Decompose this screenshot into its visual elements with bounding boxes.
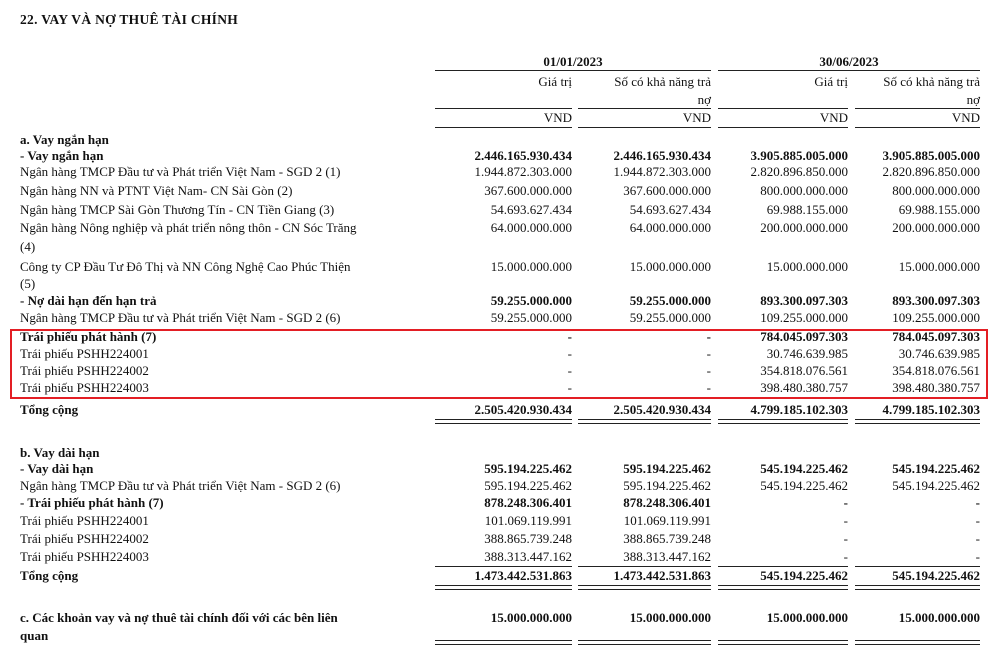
- header-separator: [435, 108, 572, 109]
- cell-value: 64.000.000.000: [629, 220, 711, 235]
- cell-value: -: [567, 363, 572, 378]
- currency-underline: [718, 127, 848, 128]
- total-label: Tổng cộng: [20, 402, 79, 417]
- cell-value: 3.905.885.005.000: [882, 148, 980, 163]
- cell-value: 101.069.119.991: [484, 513, 572, 528]
- subtotal-line: [435, 566, 572, 567]
- col-repay-header-cont: nợ: [697, 92, 711, 107]
- cell-value: 367.600.000.000: [484, 183, 572, 198]
- cell-value: 30.746.639.985: [898, 346, 980, 361]
- row-label-cont: (5): [20, 276, 36, 291]
- cell-value: 388.313.447.162: [623, 549, 711, 564]
- cell-value: -: [567, 380, 572, 395]
- col-value-header: Giá trị: [538, 74, 572, 89]
- cell-value: -: [843, 549, 848, 564]
- cell-value: 545.194.225.462: [892, 461, 980, 476]
- col-repay-header: Số có khả năng trả: [883, 74, 980, 89]
- cell-value: 69.988.155.000: [766, 202, 848, 217]
- cell-value: -: [843, 531, 848, 546]
- cell-value: 595.194.225.462: [623, 478, 711, 493]
- row-label-cont: (4): [20, 239, 36, 254]
- col-repay-header: Số có khả năng trả: [614, 74, 711, 89]
- cell-value: 595.194.225.462: [623, 461, 711, 476]
- cell-value: 388.865.739.248: [623, 531, 711, 546]
- row-label: Trái phiếu PSHH224002: [20, 531, 149, 546]
- row-label: Trái phiếu PSHH224001: [20, 513, 149, 528]
- cell-value: 15.000.000.000: [629, 610, 711, 625]
- row-label: Ngân hàng Nông nghiệp và phát triển nông thôn - CN Sóc Trăng: [20, 220, 357, 235]
- currency-underline: [855, 127, 980, 128]
- highlight-box: [10, 329, 988, 399]
- cell-value: 69.988.155.000: [898, 202, 980, 217]
- note-title: 22. VAY VÀ NỢ THUÊ TÀI CHÍNH: [20, 12, 239, 27]
- cell-value: -: [975, 495, 980, 510]
- cell-value: 595.194.225.462: [484, 461, 572, 476]
- cell-value: 109.255.000.000: [892, 310, 980, 325]
- cell-value: 784.045.097.303: [760, 329, 848, 344]
- cell-value: 2.820.896.850.000: [750, 164, 848, 179]
- row-label: Ngân hàng TMCP Đầu tư và Phát triển Việt Nam - SGD 2 (6): [20, 310, 341, 325]
- total-label: Tổng cộng: [20, 568, 79, 583]
- total-double-underline: [855, 419, 980, 424]
- col-value-header: Giá trị: [814, 74, 848, 89]
- period-2-header: 30/06/2023: [819, 54, 879, 69]
- total-value: 4.799.185.102.303: [750, 402, 848, 417]
- row-label: Trái phiếu PSHH224003: [20, 380, 149, 395]
- cell-value: -: [975, 531, 980, 546]
- total-double-underline: [718, 585, 848, 590]
- cell-value: -: [975, 513, 980, 528]
- cell-value: 2.446.165.930.434: [613, 148, 711, 163]
- total-double-underline: [435, 419, 572, 424]
- cell-value: 30.746.639.985: [766, 346, 848, 361]
- total-double-underline: [578, 640, 711, 645]
- row-label: Ngân hàng TMCP Đầu tư và Phát triển Việt Nam - SGD 2 (1): [20, 164, 341, 179]
- row-label: Trái phiếu PSHH224003: [20, 549, 149, 564]
- cell-value: 354.818.076.561: [760, 363, 848, 378]
- row-label: Ngân hàng NN và PTNT Việt Nam- CN Sài Gòn (2): [20, 183, 293, 198]
- cell-value: 15.000.000.000: [490, 610, 572, 625]
- cell-value: 59.255.000.000: [490, 293, 572, 308]
- cell-value: 595.194.225.462: [484, 478, 572, 493]
- row-label: Trái phiếu phát hành (7): [20, 329, 157, 344]
- total-double-underline: [855, 585, 980, 590]
- cell-value: 398.480.380.757: [892, 380, 980, 395]
- total-value: 545.194.225.462: [760, 568, 848, 583]
- cell-value: 54.693.627.434: [490, 202, 572, 217]
- cell-value: -: [567, 329, 572, 344]
- cell-value: 64.000.000.000: [490, 220, 572, 235]
- total-value: 2.505.420.930.434: [613, 402, 711, 417]
- cell-value: 893.300.097.303: [892, 293, 980, 308]
- total-double-underline: [718, 419, 848, 424]
- header-separator: [578, 108, 711, 109]
- cell-value: 545.194.225.462: [892, 478, 980, 493]
- section-c-label: c. Các khoản vay và nợ thuê tài chính đối với các bên liên: [20, 610, 338, 625]
- cell-value: 354.818.076.561: [892, 363, 980, 378]
- total-double-underline: [855, 640, 980, 645]
- currency-label: VND: [951, 110, 980, 125]
- cell-value: 878.248.306.401: [484, 495, 572, 510]
- subtotal-line: [855, 566, 980, 567]
- cell-value: 59.255.000.000: [490, 310, 572, 325]
- row-label: Trái phiếu PSHH224002: [20, 363, 149, 378]
- header-separator: [855, 108, 980, 109]
- currency-underline: [578, 127, 711, 128]
- section-c-label-cont: quan: [20, 628, 49, 643]
- period-1-underline: [435, 70, 711, 71]
- total-value: 1.473.442.531.863: [613, 568, 711, 583]
- section-a-title-text: a. Vay ngắn hạn: [20, 132, 109, 147]
- cell-value: 200.000.000.000: [892, 220, 980, 235]
- cell-value: 2.820.896.850.000: [882, 164, 980, 179]
- cell-value: 59.255.000.000: [629, 310, 711, 325]
- total-double-underline: [578, 419, 711, 424]
- cell-value: 54.693.627.434: [629, 202, 711, 217]
- total-value: 1.473.442.531.863: [474, 568, 572, 583]
- cell-value: 3.905.885.005.000: [750, 148, 848, 163]
- currency-label: VND: [543, 110, 572, 125]
- cell-value: 101.069.119.991: [623, 513, 711, 528]
- row-label: Ngân hàng TMCP Đầu tư và Phát triển Việt Nam - SGD 2 (6): [20, 478, 341, 493]
- cell-value: 893.300.097.303: [760, 293, 848, 308]
- cell-value: 545.194.225.462: [760, 461, 848, 476]
- total-double-underline: [578, 585, 711, 590]
- subtotal-line: [578, 566, 711, 567]
- cell-value: 15.000.000.000: [766, 259, 848, 274]
- cell-value: -: [843, 495, 848, 510]
- cell-value: 15.000.000.000: [629, 259, 711, 274]
- total-value: 545.194.225.462: [892, 568, 980, 583]
- currency-underline: [435, 127, 572, 128]
- cell-value: 1.944.872.303.000: [474, 164, 572, 179]
- row-label: - Nợ dài hạn đến hạn trả: [20, 293, 157, 308]
- cell-value: 784.045.097.303: [892, 329, 980, 344]
- currency-label: VND: [682, 110, 711, 125]
- cell-value: -: [567, 346, 572, 361]
- cell-value: -: [706, 363, 711, 378]
- cell-value: 800.000.000.000: [760, 183, 848, 198]
- total-value: 2.505.420.930.434: [474, 402, 572, 417]
- cell-value: 545.194.225.462: [760, 478, 848, 493]
- cell-value: -: [975, 549, 980, 564]
- row-label: Ngân hàng TMCP Sài Gòn Thương Tín - CN Tiền Giang (3): [20, 202, 335, 217]
- cell-value: 388.865.739.248: [484, 531, 572, 546]
- period-2-underline: [718, 70, 980, 71]
- row-label: - Trái phiếu phát hành (7): [20, 495, 164, 510]
- cell-value: -: [706, 346, 711, 361]
- cell-value: 15.000.000.000: [898, 259, 980, 274]
- row-label: - Vay dài hạn: [20, 461, 94, 476]
- subtotal-line: [718, 566, 848, 567]
- header-separator: [718, 108, 848, 109]
- cell-value: 15.000.000.000: [898, 610, 980, 625]
- cell-value: 109.255.000.000: [760, 310, 848, 325]
- cell-value: -: [706, 380, 711, 395]
- section-b-title-text: b. Vay dài hạn: [20, 445, 100, 460]
- cell-value: 388.313.447.162: [484, 549, 572, 564]
- total-value: 4.799.185.102.303: [882, 402, 980, 417]
- cell-value: 367.600.000.000: [623, 183, 711, 198]
- row-label: Trái phiếu PSHH224001: [20, 346, 149, 361]
- cell-value: 15.000.000.000: [490, 259, 572, 274]
- currency-label: VND: [819, 110, 848, 125]
- row-label: Công ty CP Đầu Tư Đô Thị và NN Công Nghệ Cao Phúc Thiện: [20, 259, 351, 274]
- cell-value: -: [706, 329, 711, 344]
- total-double-underline: [718, 640, 848, 645]
- total-double-underline: [435, 640, 572, 645]
- cell-value: 2.446.165.930.434: [474, 148, 572, 163]
- col-repay-header-cont: nợ: [966, 92, 980, 107]
- period-1-header: 01/01/2023: [543, 54, 603, 69]
- cell-value: 15.000.000.000: [766, 610, 848, 625]
- cell-value: -: [843, 513, 848, 528]
- cell-value: 59.255.000.000: [629, 293, 711, 308]
- cell-value: 398.480.380.757: [760, 380, 848, 395]
- cell-value: 200.000.000.000: [760, 220, 848, 235]
- cell-value: 1.944.872.303.000: [613, 164, 711, 179]
- cell-value: 800.000.000.000: [892, 183, 980, 198]
- total-double-underline: [435, 585, 572, 590]
- cell-value: 878.248.306.401: [623, 495, 711, 510]
- row-label: - Vay ngắn hạn: [20, 148, 104, 163]
